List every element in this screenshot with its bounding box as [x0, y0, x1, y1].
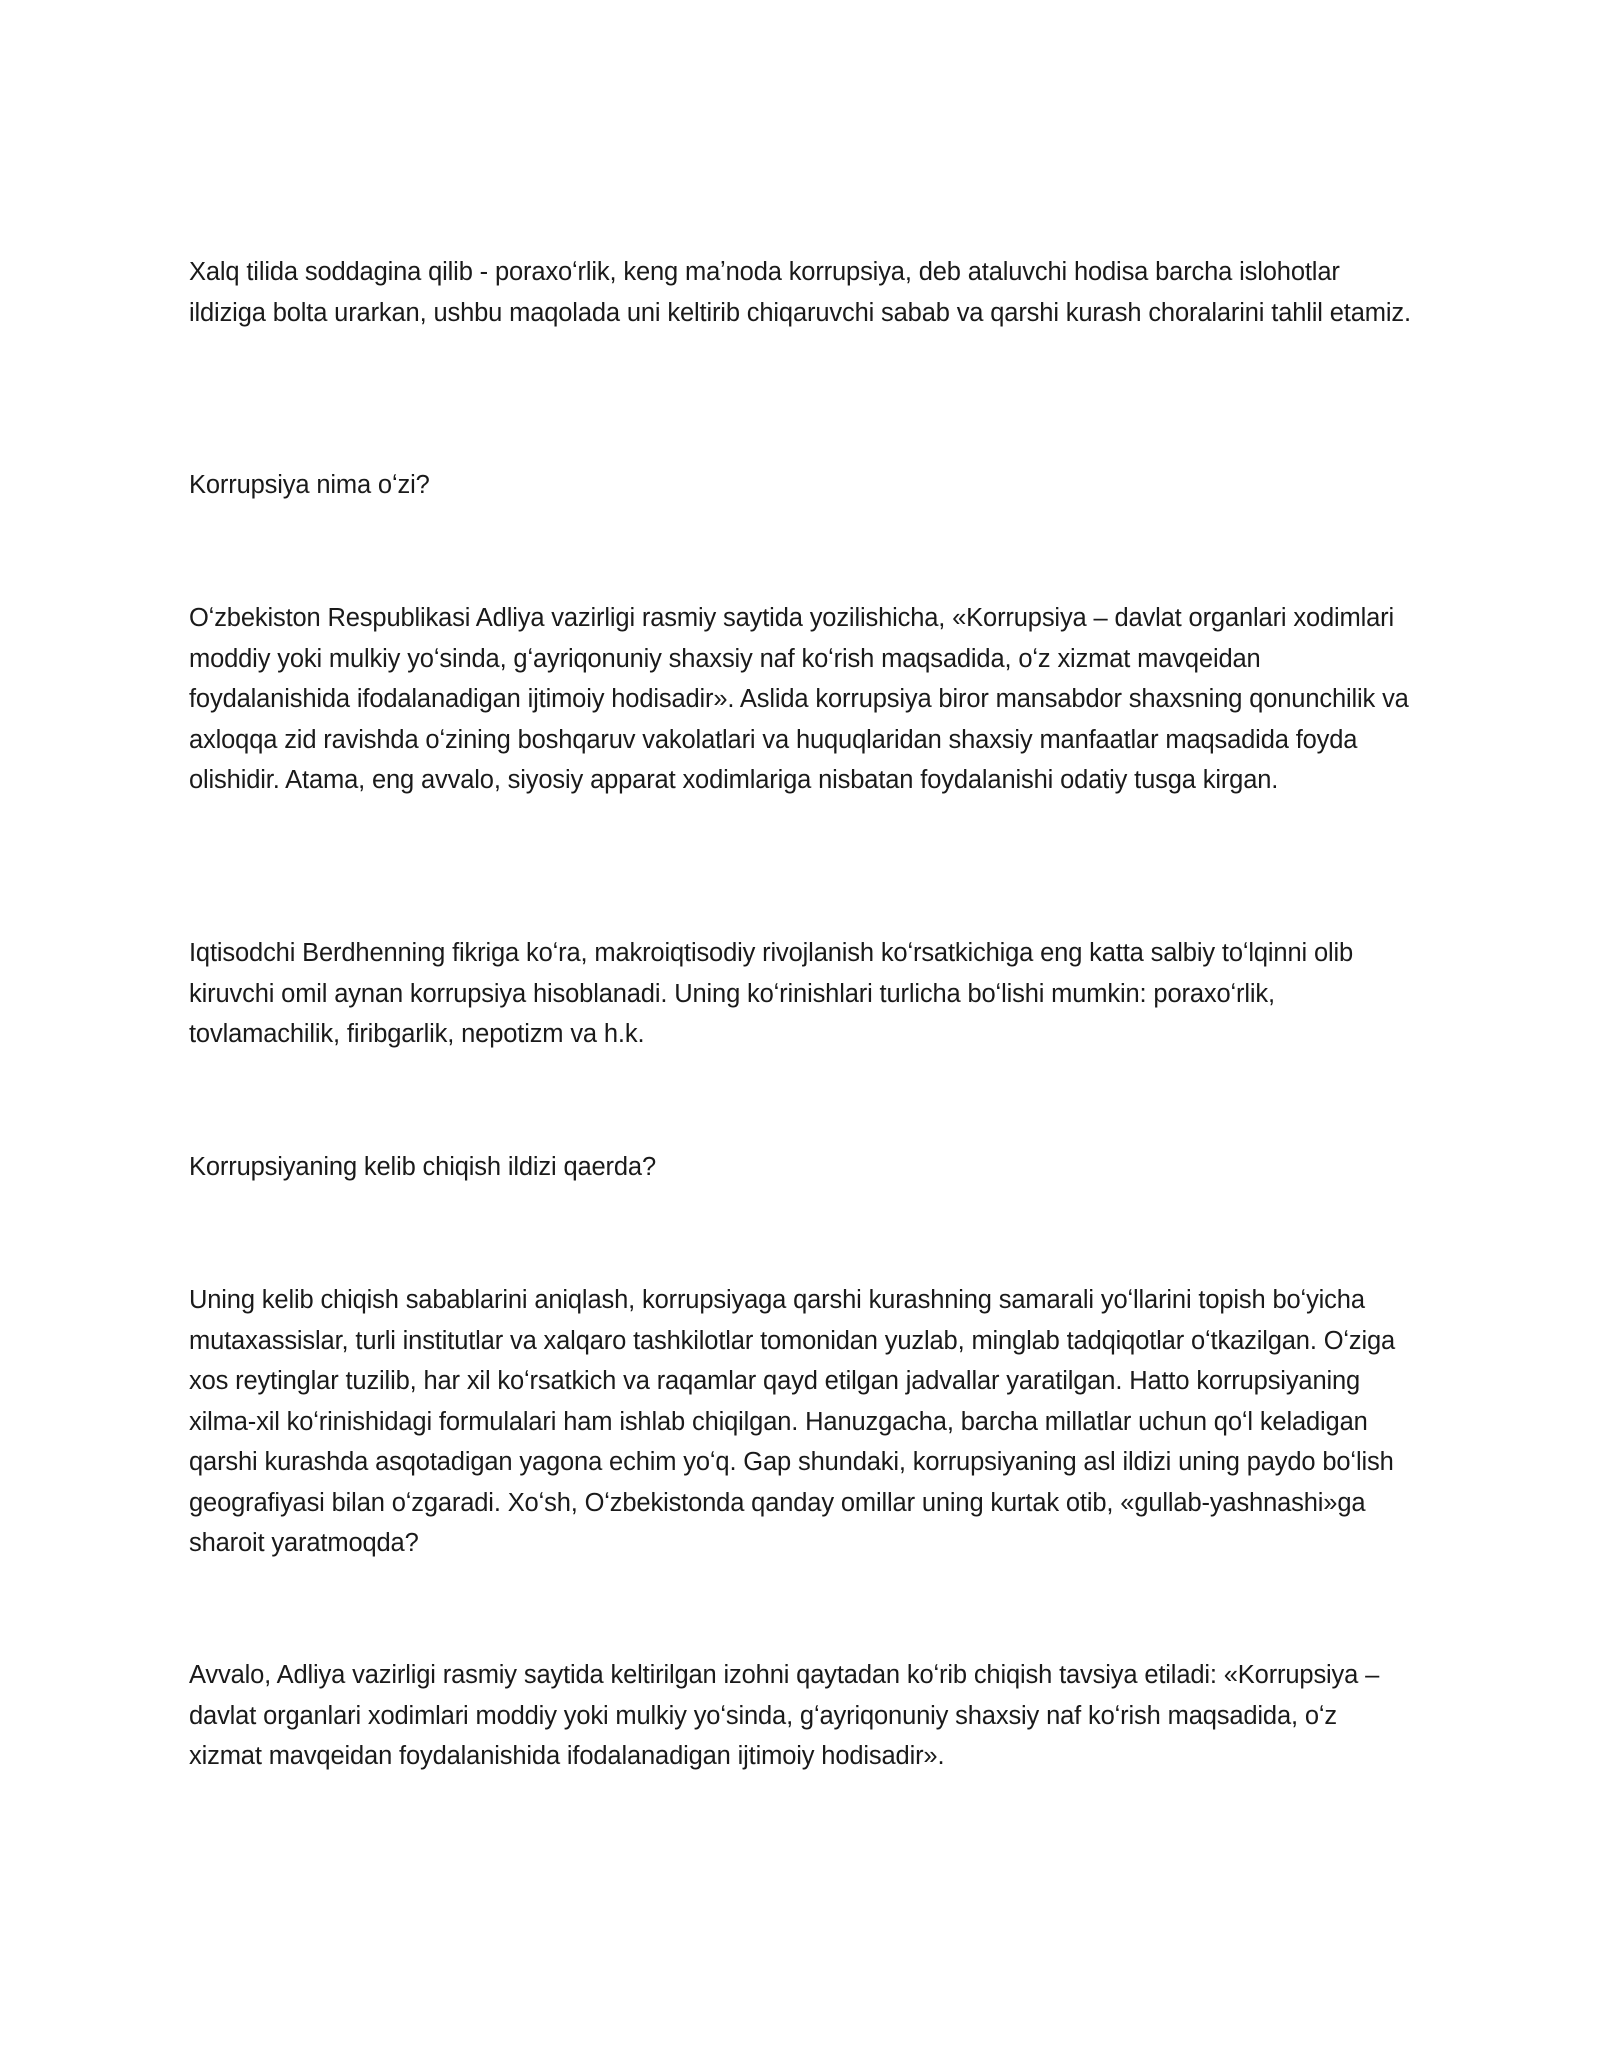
first-point-paragraph: Avvalo, Adliya vazirligi rasmiy saytida keltirilgan izohni qaytadan koʻrib chiqish tavsiya etiladi: «Korrupsiya – davlat organlari xodimlari moddiy yoki mulkiy yoʻsinda, gʻayriqonuniy shaxsiy naf koʻrish maqsadida, oʻz xizmat mavqeidan foydalanishida ifodalanadigan ijtimoiy hodisadir». — [189, 1661, 1380, 1770]
section-heading-what-is-corruption: Korrupsiya nima oʻzi? — [189, 471, 430, 499]
definition-paragraph: Oʻzbekiston Respublikasi Adliya vazirligi rasmiy saytida yozilishicha, «Korrupsiya – davlat organlari xodimlari moddiy yoki mulkiy yoʻsinda, gʻayriqonuniy shaxsiy naf koʻrish maqsadida, oʻz xizmat mavqeidan foydalanishida ifodalanadigan ijtimoiy hodisadir». Aslida korrupsiya biror mansabdor shaxsning qonunchilik va axloqqa zid ravishda oʻzining boshqaruv vakolatlari va huquqlaridan shaxsiy manfaatlar maqsadida foyda olishidir. Atama, eng avvalo, siyosiy apparat xodimlariga nisbatan foydalanishi odatiy tusga kirgan. — [189, 604, 1409, 794]
research-paragraph: Uning kelib chiqish sabablarini aniqlash, korrupsiyaga qarshi kurashning samarali yoʻllarini topish boʻyicha mutaxassislar, turli institutlar va xalqaro tashkilotlar tomonidan yuzlab, minglab tadqiqotlar oʻtkazilgan. Oʻziga xos reytinglar tuzilib, har xil koʻrsatkich va raqamlar qayd etilgan jadvallar yaratilgan. Hatto korrupsiyaning xilma-xil koʻrinishidagi formulalari ham ishlab chiqilgan. Hanuzgacha, barcha millatlar uchun qoʻl keladigan qarshi kurashda asqotadigan yagona echim yoʻq. Gap shundaki, korrupsiyaning asl ildizi uning paydo boʻlish geografiyasi bilan oʻzgaradi. Xoʻsh, Oʻzbekistonda qanday omillar uning kurtak otib, «gullab-yashnashi»ga sharoit yaratmoqda? — [189, 1286, 1396, 1557]
section-heading-origin: Korrupsiyaning kelib chiqish ildizi qaerda? — [189, 1153, 656, 1181]
intro-paragraph: Xalq tilida soddagina qilib - poraxoʻrlik, keng maʼnoda korrupsiya, deb ataluvchi hodisa barcha islohotlar ildiziga bolta urarkan, ushbu maqolada uni keltirib chiqaruvchi sabab va qarshi kurash choralarini tahlil etamiz. — [189, 258, 1411, 327]
economist-paragraph: Iqtisodchi Berdhenning fikriga koʻra, makroiqtisodiy rivojlanish koʻrsatkichiga eng katta salbiy toʻlqinni olib kiruvchi omil aynan korrupsiya hisoblanadi. Uning koʻrinishlari turlicha boʻlishi mumkin: poraxoʻrlik, tovlamachilik, firibgarlik, nepotizm va h.k. — [189, 939, 1354, 1048]
